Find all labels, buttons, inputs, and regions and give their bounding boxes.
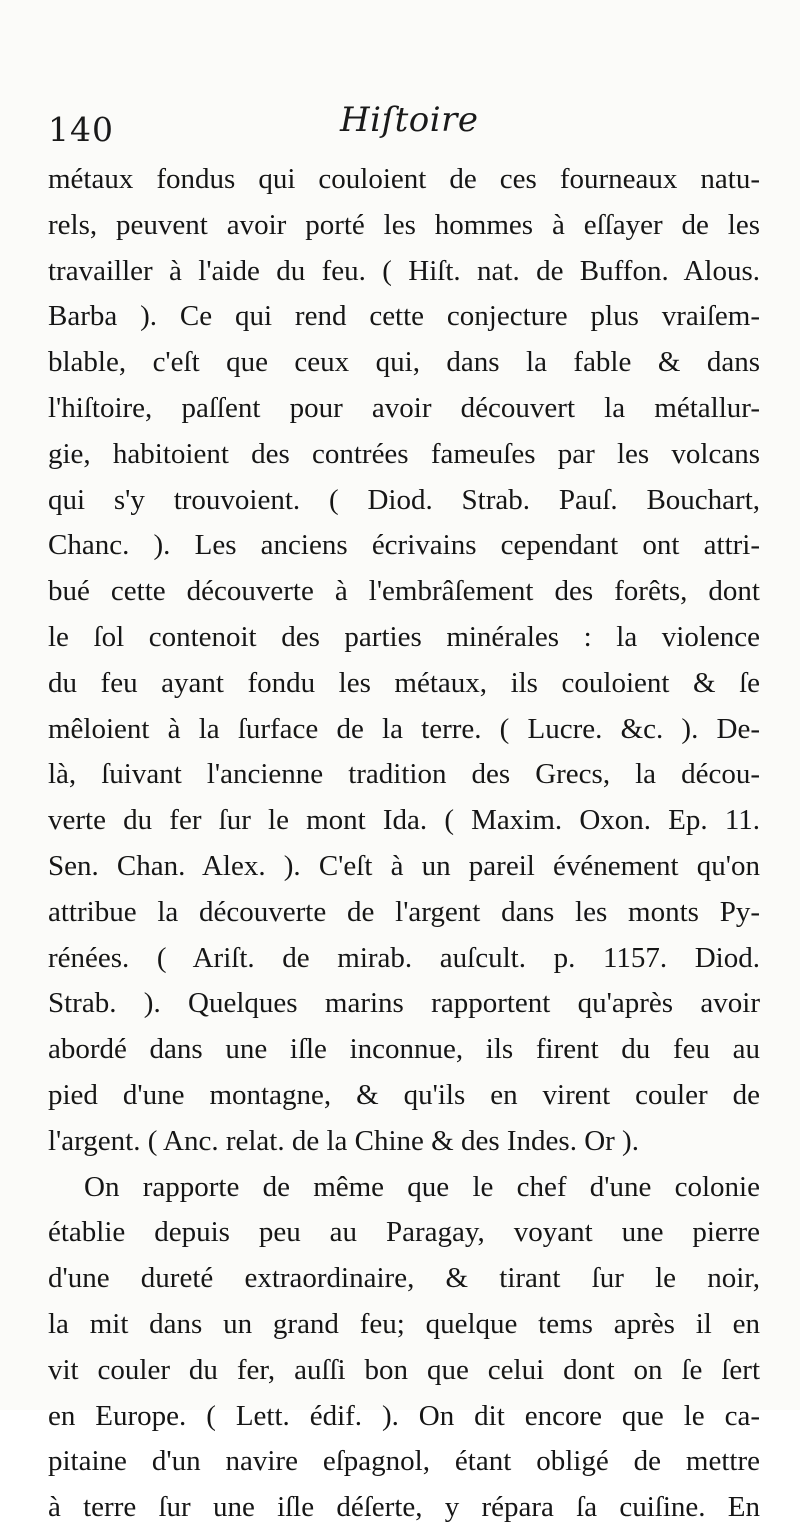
page-header xyxy=(48,100,768,150)
text-line: en Europe. ( Lett. édif. ). On dit encore que le ca- xyxy=(48,1399,760,1432)
text-line: Strab. ). Quelques marins rapportent qu'après avoir xyxy=(48,987,760,1020)
page-number: 140 xyxy=(48,110,114,149)
text-line: verte du fer ſur le mont Ida. ( Maxim. Oxon. Ep. 11. xyxy=(48,804,760,837)
text-line: là, ſuivant l'ancienne tradition des Grecs, la décou- xyxy=(48,758,760,791)
text-line: blable, c'eſt que ceux qui, dans la fable & dans xyxy=(48,346,760,379)
text-line: travailler à l'aide du feu. ( Hiſt. nat. de Buffon. Alous. xyxy=(48,254,760,287)
text-line: métaux fondus qui couloient de ces fourneaux natu- xyxy=(48,163,760,195)
text-line: qui s'y trouvoient. ( Diod. Strab. Pauſ. Bouchart, xyxy=(48,483,760,516)
text-line: mêloient à la ſurface de la terre. ( Lucre. &c. ). De- xyxy=(48,712,760,745)
text-line: à terre ſur une iſle déſerte, y répara ſa cuiſine. En xyxy=(48,1491,760,1524)
text-line: d'une dureté extraordinaire, & tirant ſur le noir, xyxy=(48,1262,760,1295)
text-line: abordé dans une iſle inconnue, ils firent du feu au xyxy=(48,1033,760,1066)
text-line: Sen. Chan. Alex. ). C'eſt à un pareil événement qu'on xyxy=(48,849,760,882)
paragraph xyxy=(48,157,760,1165)
text-line: rels, peuvent avoir porté les hommes à eſſayer de les xyxy=(48,208,760,241)
text-line: pitaine d'un navire eſpagnol, étant obligé de mettre xyxy=(48,1445,760,1478)
text-line: Chanc. ). Les anciens écrivains cependant ont attri- xyxy=(48,529,760,562)
text-line: attribue la découverte de l'argent dans les monts Py- xyxy=(48,895,760,928)
text-line: la mit dans un grand feu; quelque tems après il en xyxy=(48,1307,760,1340)
text-line: rénées. ( Ariſt. de mirab. auſcult. p. 1157. Diod. xyxy=(48,941,760,974)
text-line: l'argent. ( Anc. relat. de la Chine & des Indes. Or ). xyxy=(48,1124,639,1157)
text-line: le ſol contenoit des parties minérales : la violence xyxy=(48,620,760,653)
text-line: pied d'une montagne, & qu'ils en virent couler de xyxy=(48,1078,760,1111)
text-line: établie depuis peu au Paragay, voyant une pierre xyxy=(48,1216,760,1249)
paragraph xyxy=(48,1165,760,1531)
text-line: bué cette découverte à l'embrâſement des forêts, dont xyxy=(48,575,760,608)
body-text xyxy=(48,157,760,1531)
text-line: vit couler du fer, auſſi bon que celui dont on ſe ſert xyxy=(48,1353,760,1386)
running-title: Hiſtoire xyxy=(340,100,479,140)
text-line: Barba ). Ce qui rend cette conjecture plus vraiſem- xyxy=(48,300,760,333)
text-line: On rapporte de même que le chef d'une colonie xyxy=(84,1170,760,1203)
text-line: gie, habitoient des contrées fameuſes par les volcans xyxy=(48,437,760,470)
text-line: l'hiſtoire, paſſent pour avoir découvert la métallur- xyxy=(48,391,760,424)
text-line: du feu ayant fondu les métaux, ils couloient & ſe xyxy=(48,666,760,699)
